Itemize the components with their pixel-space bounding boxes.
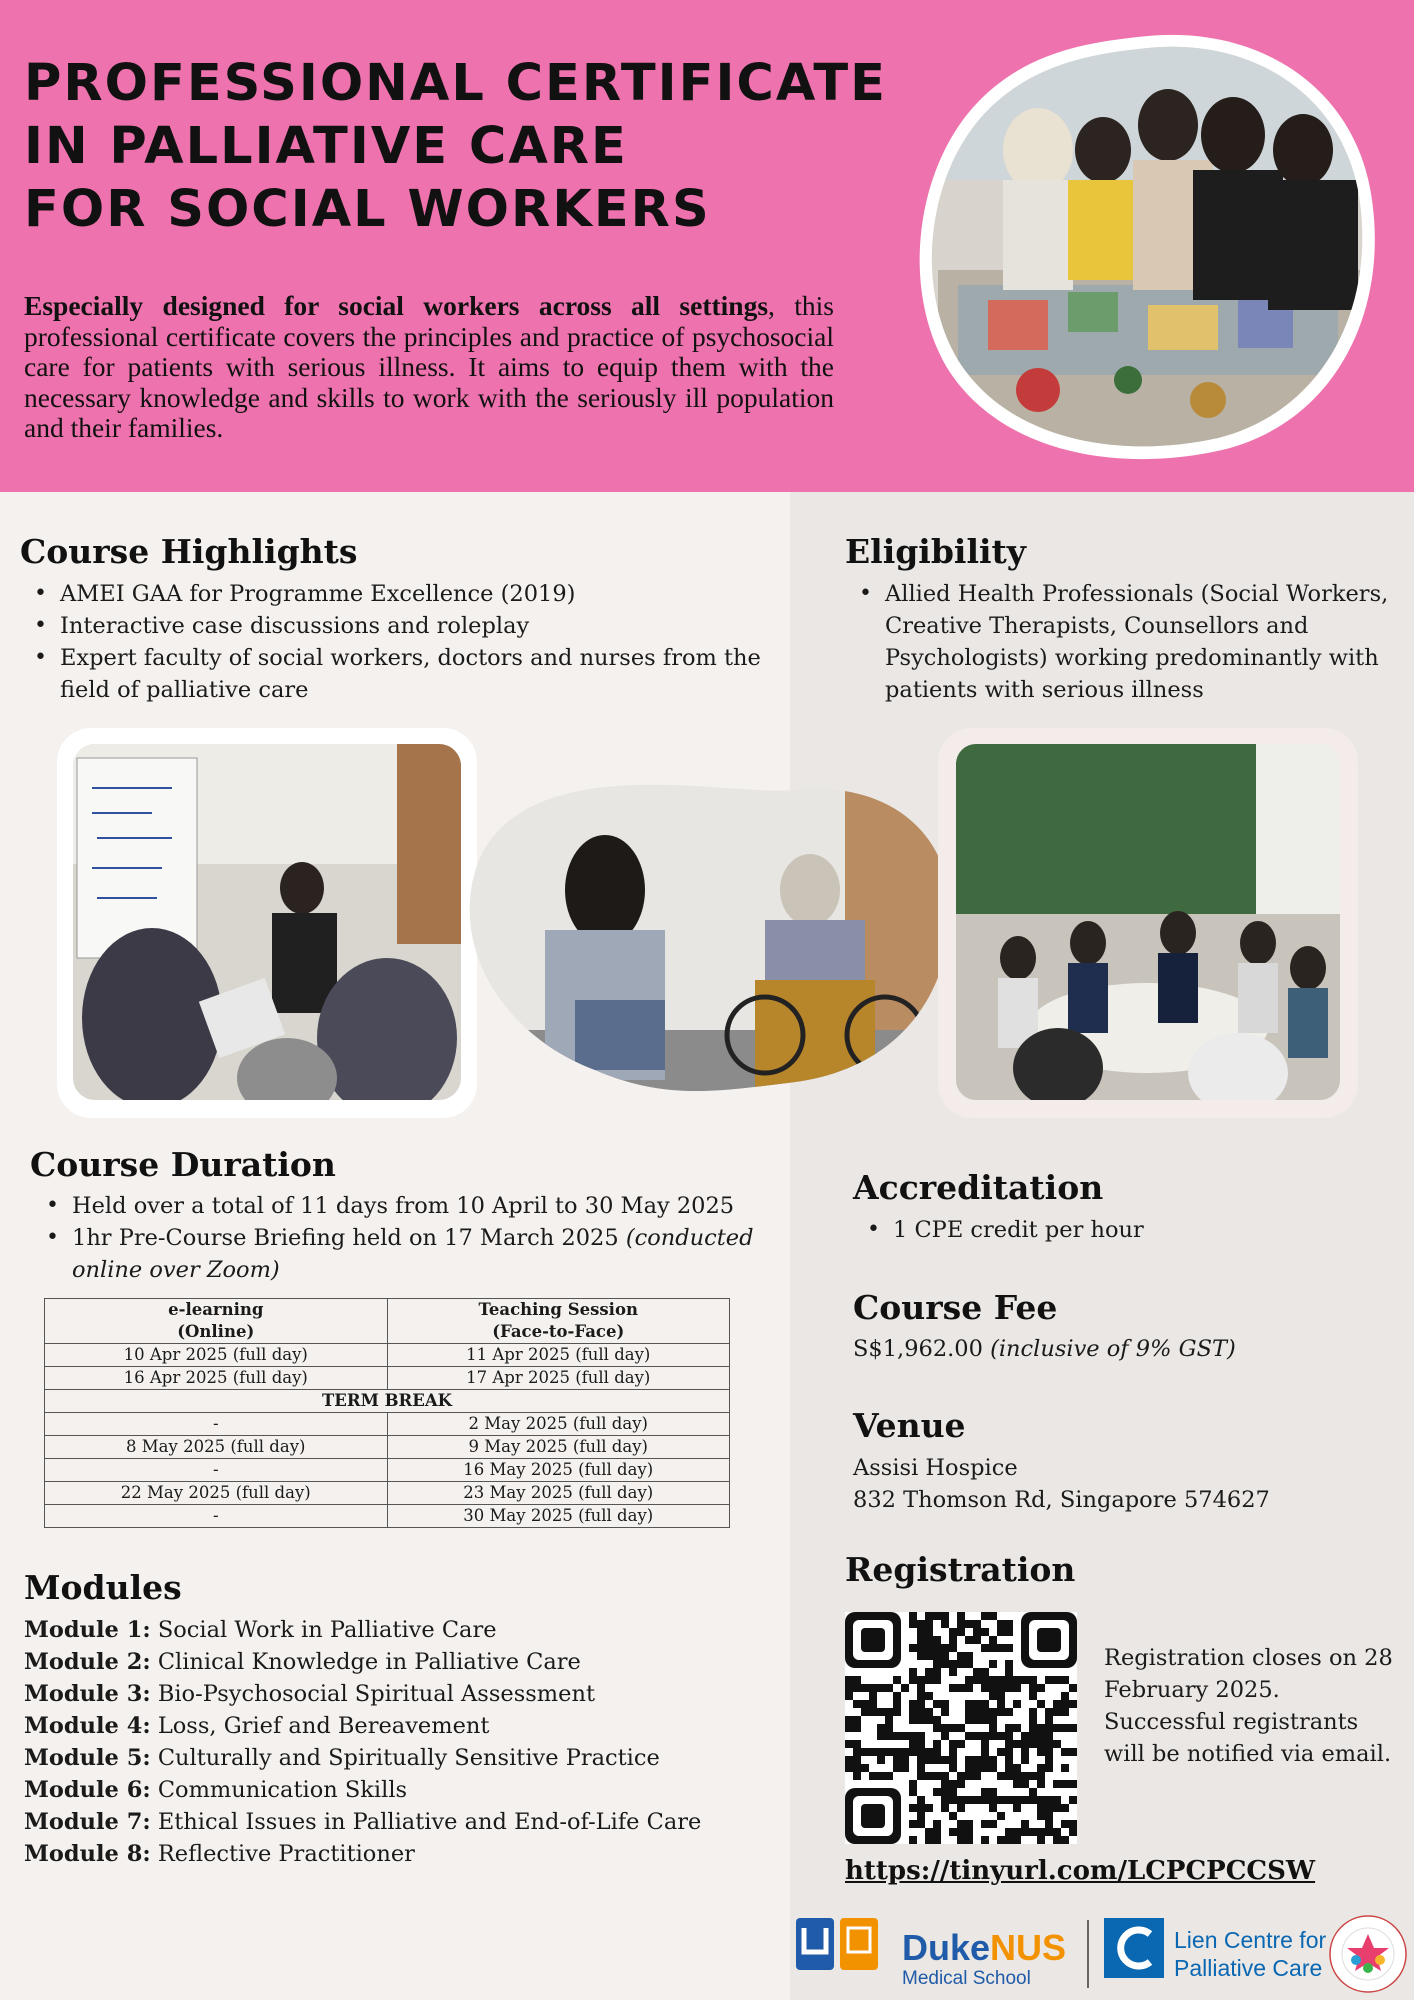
duke-shield-icon xyxy=(796,1918,878,1970)
fee-note: (inclusive of 9% GST) xyxy=(990,1336,1236,1362)
title-line-2: IN PALLIATIVE CARE xyxy=(24,117,628,176)
registration-link[interactable]: https://tinyurl.com/LCPCPCCSW xyxy=(845,1856,1316,1886)
registration-note: Registration closes on 28 February 2025. Successful registrants will be notified via email. xyxy=(1104,1645,1393,1767)
page-title xyxy=(24,52,924,241)
list-item: • Held over a total of 11 days from 10 April to 30 May 2025 xyxy=(32,1190,772,1222)
column-header-teaching: Teaching Session (Face-to-Face) xyxy=(387,1299,730,1344)
table-row: - 16 May 2025 (full day) xyxy=(45,1459,730,1482)
accreditation-list xyxy=(853,1214,1393,1246)
list-item xyxy=(32,1222,772,1286)
briefing-note: (conducted online over Zoom) xyxy=(72,1225,754,1283)
table-row: - 2 May 2025 (full day) xyxy=(45,1413,730,1436)
fee-amount: S$1,962.00 (inclusive of 9% GST) xyxy=(853,1336,1236,1362)
highlights-heading: Course Highlights xyxy=(20,532,358,571)
photo-classroom xyxy=(57,728,477,1118)
partner-logos xyxy=(790,1908,1414,2000)
modules-list xyxy=(24,1614,784,1870)
list-item: Module 1: Social Work in Palliative Care xyxy=(24,1617,497,1643)
table-header-row xyxy=(45,1299,730,1344)
list-item: Module 6: Communication Skills xyxy=(24,1777,408,1803)
header-banner xyxy=(0,0,1414,492)
intro-paragraph xyxy=(24,291,834,444)
lien-logo-icon xyxy=(1104,1918,1164,1978)
highlights-list xyxy=(20,578,780,706)
table-row: 16 Apr 2025 (full day) 17 Apr 2025 (full day) xyxy=(45,1367,730,1390)
schedule-table xyxy=(44,1298,730,1528)
qr-code-icon[interactable] xyxy=(845,1612,1077,1844)
column-header-elearning: e-learning (Online) xyxy=(45,1299,388,1344)
list-item: • Interactive case discussions and roleplay xyxy=(20,610,780,642)
photo-roleplay xyxy=(465,770,955,1100)
lien-line-1: Lien Centre for xyxy=(1174,1927,1327,1953)
list-item: • Expert faculty of social workers, doctors and nurses from the field of palliative care xyxy=(20,642,780,706)
briefing-text: 1hr Pre-Course Briefing held on 17 March 2025 xyxy=(72,1225,626,1251)
table-row: 22 May 2025 (full day) 23 May 2025 (full day) xyxy=(45,1482,730,1505)
venue-name: Assisi Hospice xyxy=(853,1455,1018,1481)
eligibility-list xyxy=(845,578,1405,706)
list-item: Module 5: Culturally and Spiritually Sensitive Practice xyxy=(24,1745,660,1771)
title-line-3: FOR SOCIAL WORKERS xyxy=(24,180,711,239)
intro-text: , this professional certificate covers the principles and practice of psychosocial care for patients with serious illness. It aims to equip them with the necessary knowledge and skills to work with the seriously ill population and their families. xyxy=(24,290,835,443)
eligibility-heading: Eligibility xyxy=(845,532,1026,571)
list-item: Module 4: Loss, Grief and Bereavement xyxy=(24,1713,490,1739)
table-row: 10 Apr 2025 (full day) 11 Apr 2025 (full day) xyxy=(45,1344,730,1367)
duke-sub-text: Medical School xyxy=(902,1968,1031,1989)
list-item: Module 7: Ethical Issues in Palliative and End-of-Life Care xyxy=(24,1809,702,1835)
lien-line-2: Palliative Care xyxy=(1174,1955,1323,1981)
list-item: Module 8: Reflective Practitioner xyxy=(24,1841,415,1867)
title-line-1: PROFESSIONAL CERTIFICATE xyxy=(24,54,887,113)
intro-bold: Especially designed for social workers across all settings xyxy=(24,290,769,321)
modules-heading: Modules xyxy=(24,1568,182,1607)
list-item: • 1 CPE credit per hour xyxy=(853,1214,1393,1246)
list-item: Module 2: Clinical Knowledge in Palliative Care xyxy=(24,1649,581,1675)
duration-heading: Course Duration xyxy=(30,1145,336,1184)
list-item: Module 3: Bio-Psychosocial Spiritual Assessment xyxy=(24,1681,595,1707)
list-item: • Allied Health Professionals (Social Workers, Creative Therapists, Counsellors and Psychologists) working predominantly with patients with serious illness xyxy=(845,578,1405,706)
fee-heading: Course Fee xyxy=(853,1288,1058,1327)
duration-list xyxy=(32,1190,772,1286)
sasw-seal-icon xyxy=(1330,1916,1406,1992)
accreditation-heading: Accreditation xyxy=(853,1168,1104,1207)
registration-heading: Registration xyxy=(845,1550,1076,1589)
venue-heading: Venue xyxy=(853,1406,966,1445)
photo-group-activity xyxy=(938,728,1358,1118)
venue-address: 832 Thomson Rd, Singapore 574627 xyxy=(853,1487,1270,1513)
term-break-row: TERM BREAK xyxy=(45,1390,730,1413)
list-item: • AMEI GAA for Programme Excellence (2019) xyxy=(20,578,780,610)
table-row: - 30 May 2025 (full day) xyxy=(45,1505,730,1528)
header-photo xyxy=(918,30,1378,460)
table-row: 8 May 2025 (full day) 9 May 2025 (full day) xyxy=(45,1436,730,1459)
duke-logo-text: DukeNUS xyxy=(902,1927,1067,1968)
